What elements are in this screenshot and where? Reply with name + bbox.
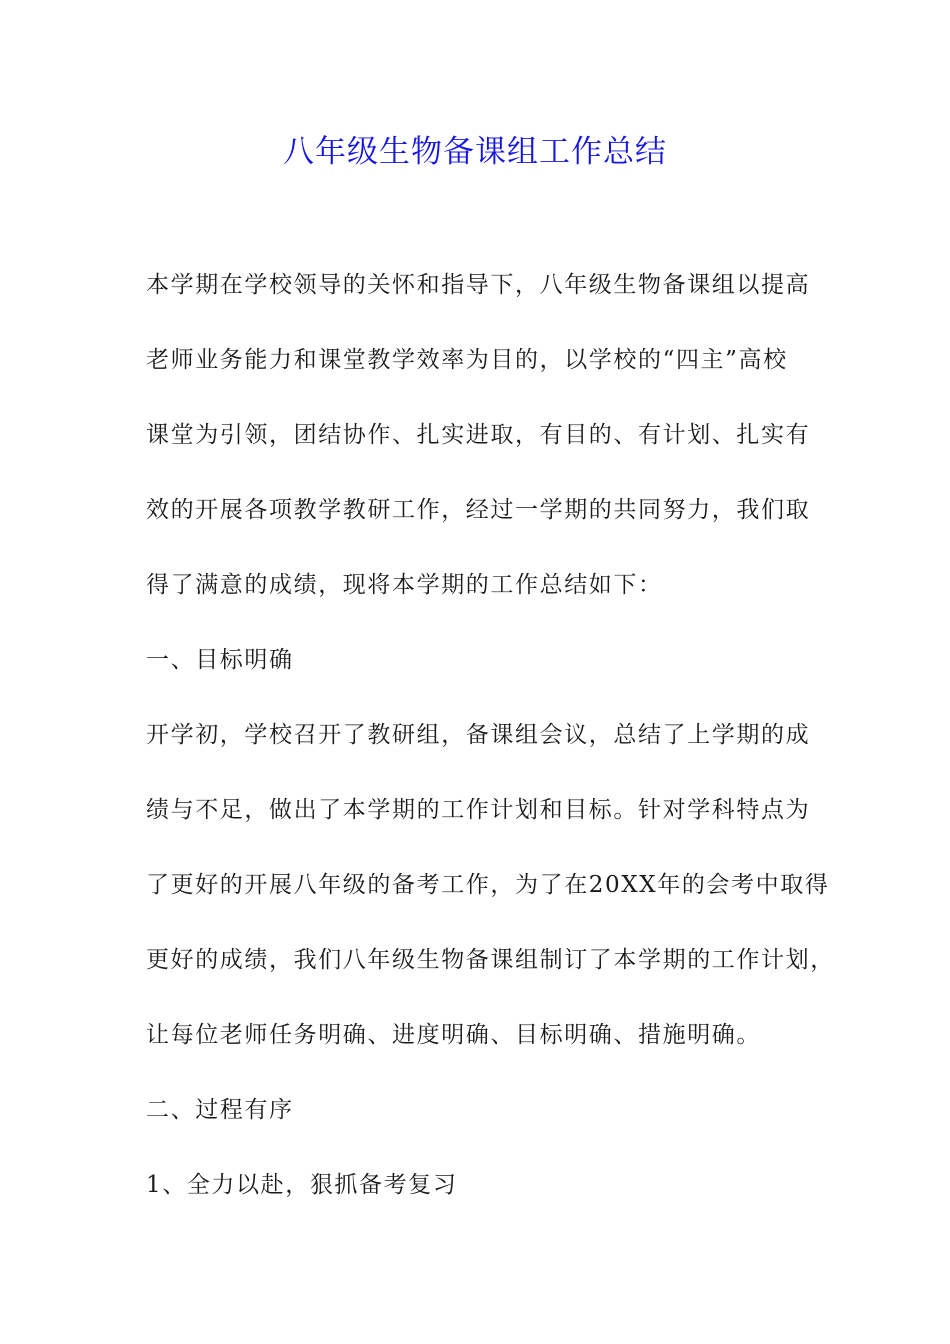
paragraph-line: 效的开展各项教学教研工作，经过一学期的共同努力，我们取	[146, 497, 811, 523]
paragraph-line: 得了满意的成绩，现将本学期的工作总结如下：	[146, 572, 663, 598]
paragraph-line: 本学期在学校领导的关怀和指导下，八年级生物备课组以提高	[146, 272, 811, 298]
section-heading: 二、过程有序	[146, 1097, 294, 1123]
paragraph-line: 开学初，学校召开了教研组，备课组会议，总结了上学期的成	[146, 722, 811, 748]
paragraph-line: 了更好的开展八年级的备考工作，为了在20XX年的会考中取得	[146, 872, 830, 898]
subsection-heading: 1、全力以赴，狠抓备考复习	[146, 1172, 458, 1198]
paragraph-line: 老师业务能力和课堂教学效率为目的，以学校的“四主”高校	[146, 347, 788, 373]
section-heading: 一、目标明确	[146, 647, 294, 673]
paragraph-line: 让每位老师任务明确、进度明确、目标明确、措施明确。	[146, 1022, 761, 1048]
paragraph-line: 课堂为引领，团结协作、扎实进取，有目的、有计划、扎实有	[146, 422, 811, 448]
document-title: 八年级生物备课组工作总结	[283, 134, 667, 170]
paragraph-line: 更好的成绩，我们八年级生物备课组制订了本学期的工作计划，	[146, 947, 835, 973]
paragraph-line: 绩与不足，做出了本学期的工作计划和目标。针对学科特点为	[146, 797, 811, 823]
